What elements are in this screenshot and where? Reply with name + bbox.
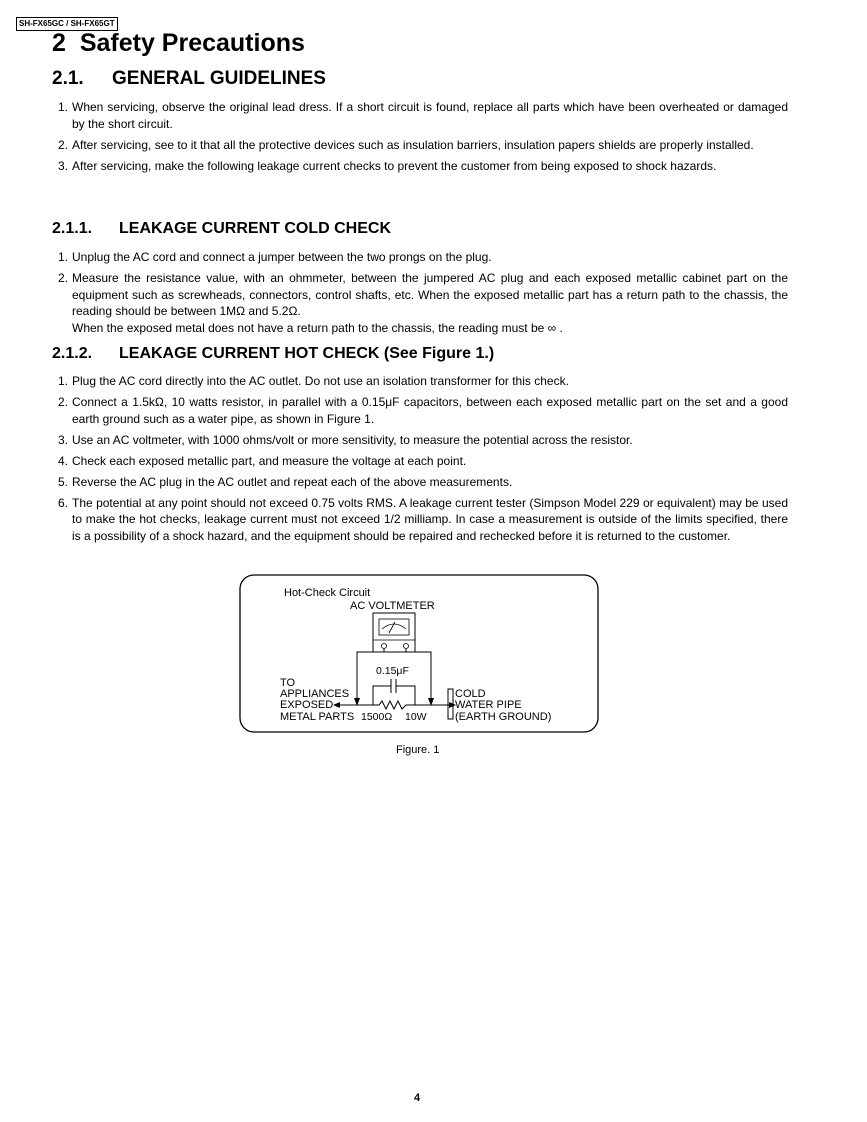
section-heading <box>52 29 305 58</box>
left-label-metal-parts: METAL PARTS <box>280 711 355 723</box>
hot-check-heading <box>52 345 494 363</box>
list-item: 1. When servicing, observe the original lead dress. If a short circuit is found, replace all parts which have been overheated or damaged by the short circuit. <box>58 100 788 131</box>
voltmeter-icon <box>373 613 415 652</box>
general-guidelines-title: GENERAL GUIDELINES <box>112 68 326 89</box>
resistor-label: 1500Ω <box>361 711 393 723</box>
general-guidelines-number: 2.1. <box>52 68 84 89</box>
list-item: 2. Measure the resistance value, with an ohmmeter, between the jumpered AC plug and each exposed metallic cabinet part on the equipment such as screwheads, connectors, control shafts, etc. When the exposed metallic part has a return path to the chassis, the reading should be between 1MΩ and 5.2Ω. When the exposed metal does not have a return path to the chassis, the reading must be ∞ . <box>58 271 788 335</box>
list-item: 1. Unplug the AC cord and connect a jumper between the two prongs on the plug. <box>58 250 492 264</box>
right-label-cold: COLD <box>455 688 486 700</box>
list-item: 2. Connect a 1.5kΩ, 10 watts resistor, in parallel with a 0.15μF capacitors, between each exposed metallic part on the set and a good earth ground such as a water pipe, as shown in Figure 1. <box>58 395 788 426</box>
left-label-appliances: APPLIANCES <box>280 688 350 700</box>
cold-check-list <box>58 249 788 341</box>
section-number: 2 <box>52 29 66 57</box>
list-item: 3. After servicing, make the following leakage current checks to prevent the customer from being exposed to shock hazards. <box>58 158 717 173</box>
resistor-symbol <box>357 701 431 709</box>
hot-check-circuit-figure <box>239 574 599 733</box>
figure-caption: Figure. 1 <box>396 744 440 756</box>
right-label-earth-ground: (EARTH GROUND) <box>455 711 552 723</box>
hot-check-circuit-diagram <box>239 574 599 733</box>
hot-check-list <box>58 373 788 549</box>
list-item: 5. Reverse the AC plug in the AC outlet and repeat each of the above measurements. <box>58 474 513 489</box>
capacitor-symbol <box>373 679 415 705</box>
list-item: 6. The potential at any point should not exceed 0.75 volts RMS. A leakage current tester (Simpson Model 229 or equivalent) may be used to make the hot checks, leakage current must not exceed 1/2 milliamp. In case a measurement is outside of the limits specified, there is a possibility of a shock hazard, and the equipment should be repaired and rechecked before it is returned to the customer. <box>58 495 788 543</box>
list-item: 2. After servicing, see to it that all the protective devices such as insulation barriers, insulation papers shields are properly installed. <box>58 137 754 152</box>
capacitor-label: 0.15μF <box>376 665 409 677</box>
cold-check-title: LEAKAGE CURRENT COLD CHECK <box>119 220 391 237</box>
voltmeter-label: AC VOLTMETER <box>350 600 435 612</box>
page-number: 4 <box>414 1092 421 1104</box>
left-label-to: TO <box>280 677 296 689</box>
figure-title: Hot-Check Circuit <box>284 587 371 599</box>
circuit-wires <box>335 649 454 705</box>
list-item: 4. Check each exposed metallic part, and measure the voltage at each point. <box>58 453 467 468</box>
wattage-label: 10W <box>405 711 427 723</box>
model-number-tag: SH-FX65GC / SH-FX65GT <box>16 17 118 31</box>
exposed-parts-arrow <box>333 702 340 708</box>
hot-check-number: 2.1.2. <box>52 345 93 362</box>
section-title: Safety Precautions <box>79 29 305 57</box>
list-item: 3. Use an AC voltmeter, with 1000 ohms/volt or more sensitivity, to measure the potential across the resistor. <box>58 432 633 447</box>
cold-check-note: When the exposed metal does not have a return path to the chassis, the reading must be ∞ . <box>72 320 563 335</box>
hot-check-title: LEAKAGE CURRENT HOT CHECK (See Figure 1.) <box>119 345 495 362</box>
general-guidelines-list <box>58 99 788 179</box>
list-item: 1. Plug the AC cord directly into the AC outlet. Do not use an isolation transformer for this check. <box>58 374 569 388</box>
cold-check-number: 2.1.1. <box>52 220 93 237</box>
left-label-exposed: EXPOSED <box>280 699 334 711</box>
general-guidelines-heading <box>52 68 326 90</box>
right-label-water-pipe: WATER PIPE <box>455 699 522 711</box>
cold-check-heading <box>52 220 391 238</box>
